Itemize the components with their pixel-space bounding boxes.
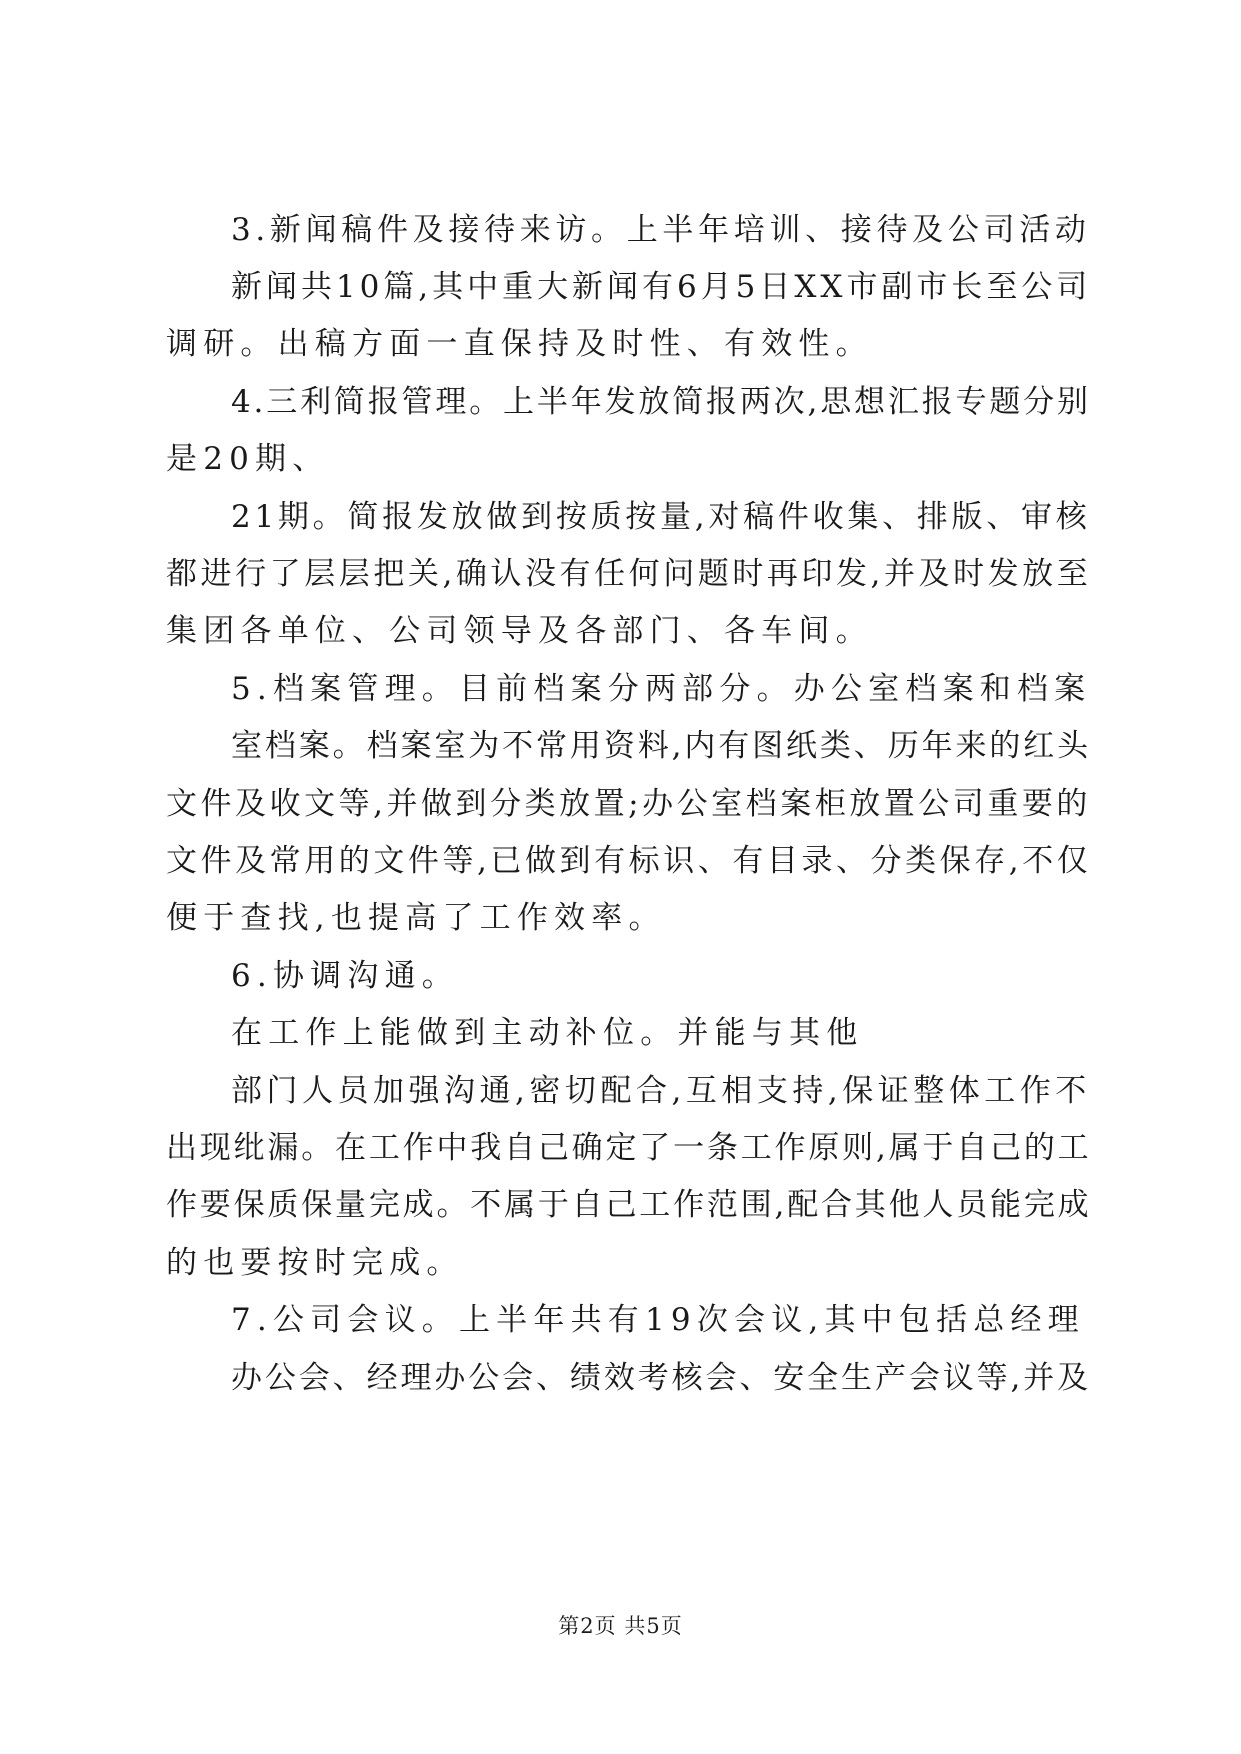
page-footer: 第2页 共5页 — [558, 1614, 683, 1638]
text-line-7: 都进行了层层把关,确认没有任何问题时再印发,并及时发放至 — [166, 556, 1092, 592]
text-line-5: 是20期、 — [166, 441, 330, 477]
text-line-2: 新闻共10篇,其中重大新闻有6月5日XX市副市长至公司 — [231, 269, 1092, 305]
text-line-14: 6.协调沟通。 — [231, 958, 459, 994]
text-line-19: 的也要按时完成。 — [166, 1245, 464, 1281]
text-line-11: 文件及收文等,并做到分类放置;办公室档案柜放置公司重要的 — [166, 786, 1091, 822]
text-line-6: 21期。简报发放做到按质按量,对稿件收集、排版、审核 — [231, 499, 1091, 535]
text-line-16: 部门人员加强沟通,密切配合,互相支持,保证整体工作不 — [231, 1073, 1091, 1109]
text-line-10: 室档案。档案室为不常用资料,内有图纸类、历年来的红头 — [231, 728, 1092, 764]
text-line-21: 办公会、经理办公会、绩效考核会、安全生产会议等,并及 — [231, 1360, 1092, 1396]
text-line-12: 文件及常用的文件等,已做到有标识、有目录、分类保存,不仅 — [166, 843, 1092, 879]
text-line-20: 7.公司会议。上半年共有19次会议,其中包括总经理 — [231, 1302, 1085, 1338]
text-line-17: 出现纰漏。在工作中我自己确定了一条工作原则,属于自己的工 — [166, 1130, 1092, 1166]
text-line-9: 5.档案管理。目前档案分两部分。办公室档案和档案 — [231, 671, 1092, 707]
text-line-13: 便于查找,也提高了工作效率。 — [166, 900, 666, 936]
text-line-8: 集团各单位、公司领导及各部门、各车间。 — [166, 613, 873, 649]
text-line-18: 作要保质保量完成。不属于自己工作范围,配合其他人员能完成 — [166, 1187, 1092, 1223]
text-line-3: 调研。出稿方面一直保持及时性、有效性。 — [166, 326, 873, 362]
text-line-4: 4.三利简报管理。上半年发放简报两次,思想汇报专题分别 — [231, 384, 1091, 420]
text-line-1: 3.新闻稿件及接待来访。上半年培训、接待及公司活动 — [231, 212, 1091, 248]
text-line-15: 在工作上能做到主动补位。并能与其他 — [231, 1015, 864, 1051]
